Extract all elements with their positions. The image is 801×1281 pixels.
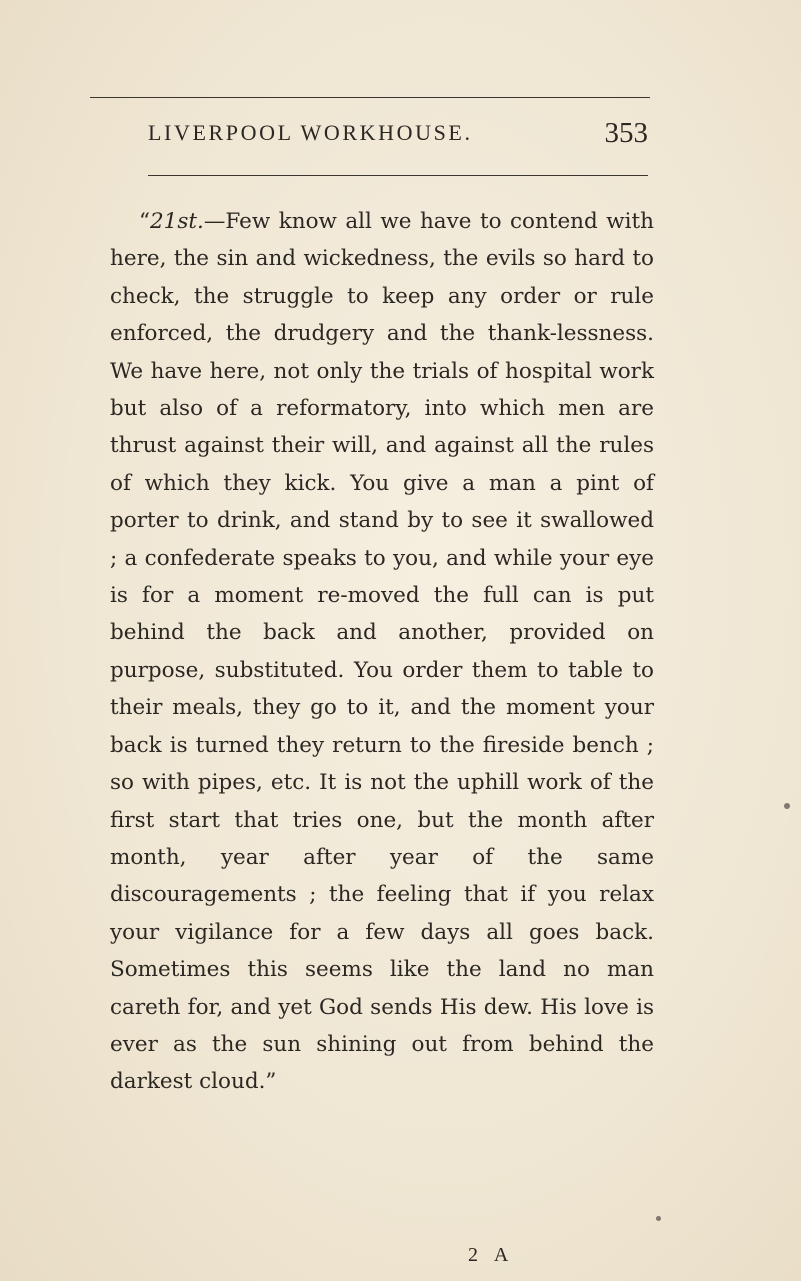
header-bottom-rule xyxy=(148,175,648,176)
page-number: 353 xyxy=(604,117,648,149)
paper-speck xyxy=(656,1216,661,1221)
header-top-rule xyxy=(90,97,650,98)
opening-quote: “ xyxy=(139,209,150,234)
running-title: LIVERPOOL WORKHOUSE. xyxy=(148,120,473,145)
paragraph-text: —Few know all we have to contend with here, the sin and wickedness, the evils so hard to check, the struggle to keep any order or rule enforced, the drudgery and the thank-lessness. We have here, not only the trials of hospital work but also of a reformatory, into which men are thrust against their will, and against all the rules of which they kick. You give a man a pint of porter to drink, and stand by to see it swallowed ; a confederate speaks to you, and while your eye is for a moment re-moved the full can is put behind the back and another, provided on purpose, substituted. You order them to table to their meals, they go to it, and the moment your back is turned they return to the fireside bench ; so with pipes, etc. It is not the uphill work of the first start that tries one, but the month after month, year after year of the same discouragements ; the feeling that if you relax your vigilance for a few days all goes back. Sometimes this seems like the land no man careth for, and yet God sends His dew. His love is ever as the sun shining out from behind the darkest cloud.” xyxy=(110,209,654,1095)
entry-date: 21st. xyxy=(150,209,204,234)
running-head xyxy=(148,118,648,154)
paper-speck xyxy=(784,803,790,809)
body-text xyxy=(110,203,654,1101)
signature-mark: 2 A xyxy=(468,1244,515,1266)
paragraph xyxy=(110,203,654,1101)
